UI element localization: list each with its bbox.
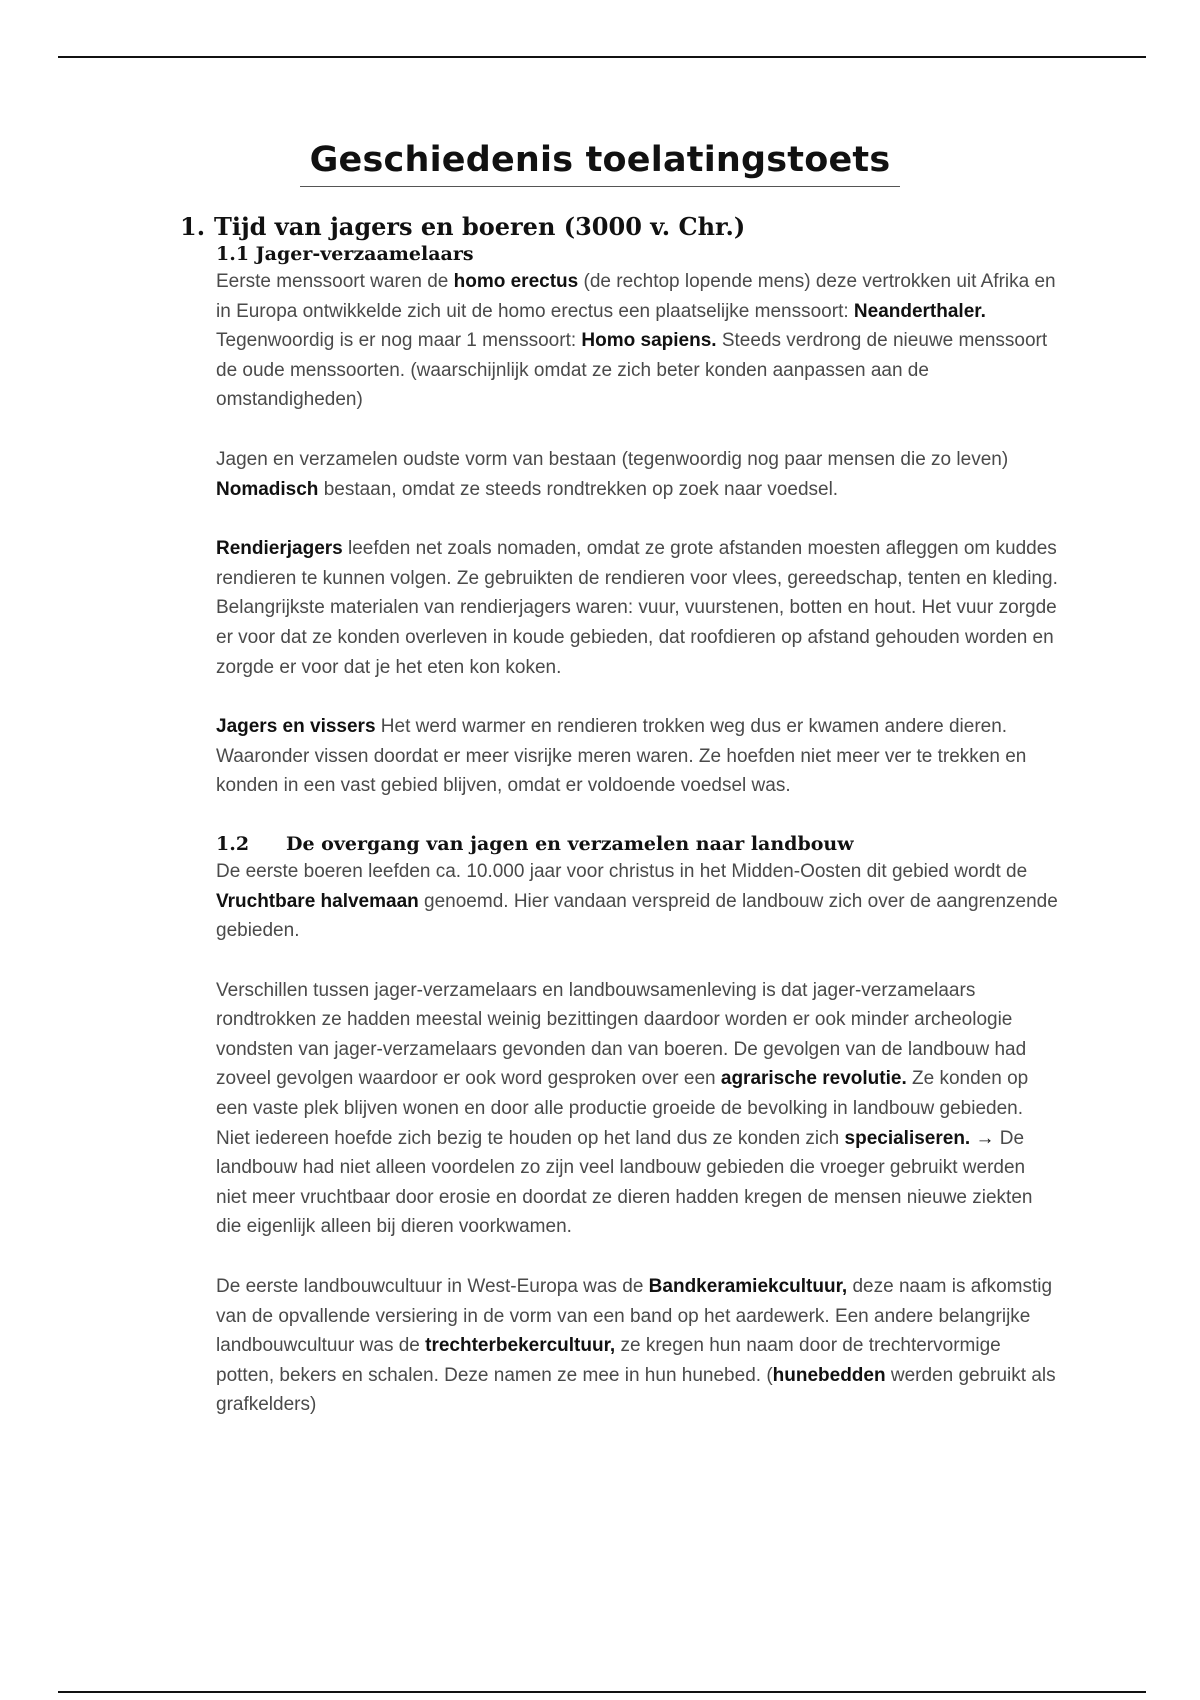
paragraph-homo-erectus bbox=[216, 267, 1060, 415]
term-homo-erectus: homo erectus bbox=[453, 271, 579, 292]
section-heading-1-1: 1.1 Jager-verzaamelaars bbox=[216, 243, 474, 265]
arrow-icon: → bbox=[970, 1127, 1000, 1149]
text: De eerste landbouwcultuur in West-Europa was de bbox=[216, 1276, 649, 1298]
chapter-content bbox=[216, 241, 1060, 1420]
chapter-number: 1. bbox=[180, 212, 206, 241]
term-rendierjagers: Rendierjagers bbox=[216, 538, 343, 560]
footer-rule bbox=[58, 1691, 1146, 1693]
term-trechterbekercultuur: trechterbekercultuur, bbox=[425, 1335, 616, 1357]
paragraph-nomadisch bbox=[216, 445, 1060, 504]
term-vruchtbare-halvemaan: Vruchtbare halvemaan bbox=[216, 890, 419, 912]
text: Het werd warmer en rendieren trokken weg dus er kwamen andere dieren. Waaronder vissen doordat er meer visrijke meren waren. Ze hoefden niet meer ver te trekken en konden in een vast gebied blijven, omdat er voldoende voedsel was. bbox=[216, 716, 1027, 797]
paragraph-agrarische-revolutie bbox=[216, 976, 1060, 1242]
paragraph-rendierjagers bbox=[216, 534, 1060, 682]
text: bestaan, omdat ze steeds rondtrekken op zoek naar voedsel. bbox=[318, 478, 839, 500]
text: Tegenwoordig is er nog maar 1 menssoort: bbox=[216, 330, 582, 352]
text: Jagen en verzamelen oudste vorm van bestaan (tegenwoordig nog paar mensen die zo leven) bbox=[216, 448, 1009, 470]
header-rule bbox=[58, 56, 1146, 58]
chapter-heading bbox=[180, 212, 1060, 241]
text: De landbouw had niet alleen voordelen zo zijn veel landbouw gebieden die vroeger gebruikt werden niet meer vruchtbaar door erosie en doordat ze dieren hadden kregen de mensen nieuwe ziekten die eigenlijk alleen bij dieren voorkwamen. bbox=[216, 1127, 1033, 1238]
text: genoemd. Hier vandaan verspreid de landbouw zich over de aangrenzende gebieden. bbox=[216, 890, 1058, 942]
document-title: Geschiedenis toelatingstoets bbox=[300, 140, 900, 187]
text: Verschillen tussen jager-verzamelaars en landbouwsamenleving is dat jager-verzamelaars rondtrokken ze hadden meestal weinig bezittingen daardoor worden er ook minder archeologie vondsten van jager-verzamelaars gevonden dan van boeren. De gevolgen van de landbouw had zoveel gevolgen waardoor er ook word gesproken over een bbox=[216, 979, 1027, 1090]
term-neanderthaler: Neanderthaler. bbox=[853, 300, 986, 322]
text: Eerste menssoort waren de bbox=[216, 271, 454, 292]
term-bandkeramiekcultuur: Bandkeramiekcultuur, bbox=[648, 1276, 848, 1298]
term-nomadisch: Nomadisch bbox=[216, 478, 319, 500]
chapter-title: Tijd van jagers en boeren (3000 v. Chr.) bbox=[214, 212, 746, 241]
term-specialiseren: specialiseren. bbox=[844, 1127, 971, 1149]
section-number: 1.2 bbox=[216, 832, 250, 855]
document-body bbox=[180, 212, 1060, 1450]
term-hunebedden: hunebedden bbox=[772, 1364, 886, 1386]
section-title: De overgang van jagen en verzamelen naar landbouw bbox=[286, 832, 854, 855]
section-heading-1-2 bbox=[216, 831, 1060, 857]
text: leefden net zoals nomaden, omdat ze grote afstanden moesten afleggen om kuddes rendieren te kunnen volgen. Ze gebruikten de rendieren voor vlees, gereedschap, tenten en kleding. Belangrijkste materialen van rendierjagers waren: vuur, vuurstenen, botten en hout. Het vuur zorgde er voor dat ze konden overleven in koude gebieden, dat roofdieren op afstand gehouden worden en zorgde er voor dat je het eten kon koken. bbox=[216, 538, 1058, 678]
term-jagers-en-vissers: Jagers en vissers bbox=[216, 716, 376, 738]
text: Steeds verdrong de nieuwe menssoort de oude menssoorten. (waarschijnlijk omdat ze zich beter konden aanpassen aan de omstandigheden) bbox=[216, 330, 1048, 411]
text: werden gebruikt als grafkelders) bbox=[216, 1364, 1056, 1416]
term-agrarische-revolutie: agrarische revolutie. bbox=[720, 1068, 907, 1090]
text: deze naam is afkomstig van de opvallende versiering in de vorm van een band op het aardewerk. Een andere belangrijke landbouwcultuur was de bbox=[216, 1276, 1053, 1357]
text: Ze konden op een vaste plek blijven wonen en door alle productie groeide de bevolking in landbouw gebieden. Niet iedereen hoefde zich bezig te houden op het land dus ze konden zich bbox=[216, 1068, 1029, 1149]
text: ze kregen hun naam door de trechtervormige potten, bekers en schalen. Deze namen ze mee in hun hunebed. ( bbox=[216, 1335, 1001, 1386]
paragraph-landbouwculturen bbox=[216, 1272, 1060, 1420]
paragraph-vruchtbare-halvemaan bbox=[216, 857, 1060, 946]
paragraph-jagers-en-vissers bbox=[216, 712, 1060, 801]
text: De eerste boeren leefden ca. 10.000 jaar voor christus in het Midden-Oosten dit gebied wordt de bbox=[216, 860, 1028, 882]
text: (de rechtop lopende mens) deze vertrokken uit Afrika en in Europa ontwikkelde zich uit de homo erectus een plaatselijke menssoort: bbox=[216, 271, 1056, 322]
term-homo-sapiens: Homo sapiens. bbox=[581, 330, 717, 352]
